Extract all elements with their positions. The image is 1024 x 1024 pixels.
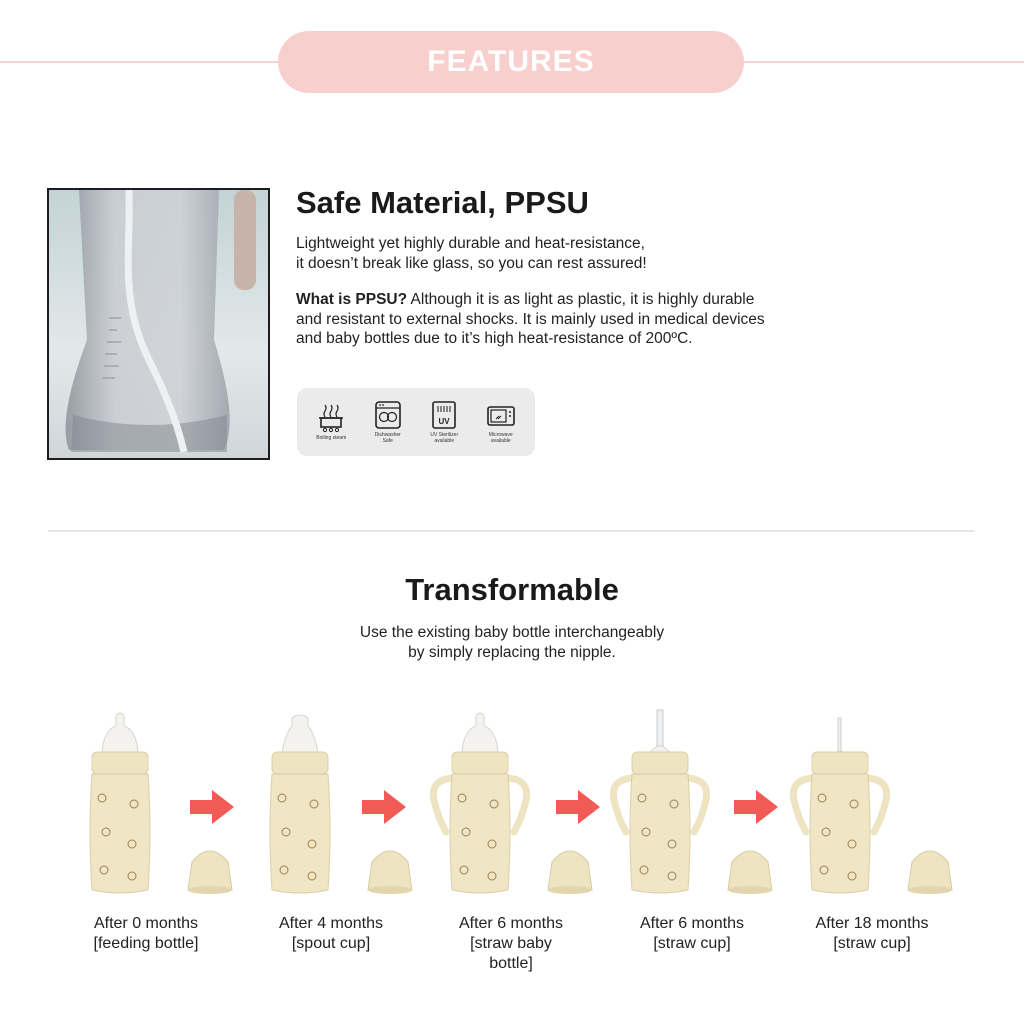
dishwasher-item xyxy=(362,400,414,444)
boiling-steam-label: Boiling steam xyxy=(316,434,347,441)
microwave-label: Microwave available xyxy=(488,432,513,444)
stage-2-type: [straw baby bottle] xyxy=(470,935,552,972)
ppsu-explanation xyxy=(296,290,776,349)
stage-0-caption xyxy=(56,914,236,954)
uv-sterilizer-label: UV Sterilizer available xyxy=(430,432,459,444)
safe-material-description: Lightweight yet highly durable and heat-resistance, it doesn’t break like glass, so you can rest assured! xyxy=(296,235,647,272)
features-title: FEATURES xyxy=(427,45,595,78)
stage-3-caption xyxy=(602,914,782,954)
stage-4-type: [straw cup] xyxy=(833,935,911,952)
boiling-steam-item xyxy=(305,403,357,442)
stage-1-type: [spout cup] xyxy=(291,935,371,952)
stage-4-illustration xyxy=(780,700,960,900)
ppsu-question: What is PPSU? xyxy=(296,291,408,308)
boiling-steam-icon xyxy=(316,403,346,433)
stage-4-age: After 18 months xyxy=(815,915,929,932)
microwave-icon xyxy=(486,400,516,430)
arrow-right-icon xyxy=(362,790,406,824)
stage-2-age: After 6 months xyxy=(458,915,564,932)
uv-sterilizer-item xyxy=(418,400,470,444)
arrow-right-icon xyxy=(734,790,778,824)
stage-0-type: [feeding bottle] xyxy=(93,935,199,952)
svg-text:UV: UV xyxy=(438,417,450,426)
transformable-title: Transformable xyxy=(405,572,619,607)
features-banner xyxy=(278,31,744,93)
care-icons-panel xyxy=(297,388,535,456)
dishwasher-icon xyxy=(373,400,403,430)
arrow-right-icon xyxy=(190,790,234,824)
dishwasher-label: Dishwasher Safe xyxy=(374,432,401,444)
arrow-right-icon xyxy=(556,790,600,824)
stage-2-caption xyxy=(421,914,601,974)
microwave-item xyxy=(475,400,527,444)
section-divider xyxy=(48,530,974,532)
stage-1-caption xyxy=(241,914,421,954)
stage-3-type: [straw cup] xyxy=(653,935,731,952)
ppsu-bottle-photo xyxy=(47,188,270,460)
stage-4-caption xyxy=(782,914,962,954)
safe-material-title: Safe Material, PPSU xyxy=(296,185,589,220)
stage-3-age: After 6 months xyxy=(639,915,745,932)
stage-0-age: After 0 months xyxy=(93,915,199,932)
uv-sterilizer-icon xyxy=(429,400,459,430)
transformable-subtitle: Use the existing baby bottle interchangeably by simply replacing the nipple. xyxy=(359,624,665,661)
stage-1-age: After 4 months xyxy=(278,915,384,932)
ppsu-answer: Although it is as light as plastic, it is highly durable and resistant to external shocks. It is mainly used in medical devices and baby bottles due to it’s high heat-resistance of 200ºC. xyxy=(296,291,765,347)
